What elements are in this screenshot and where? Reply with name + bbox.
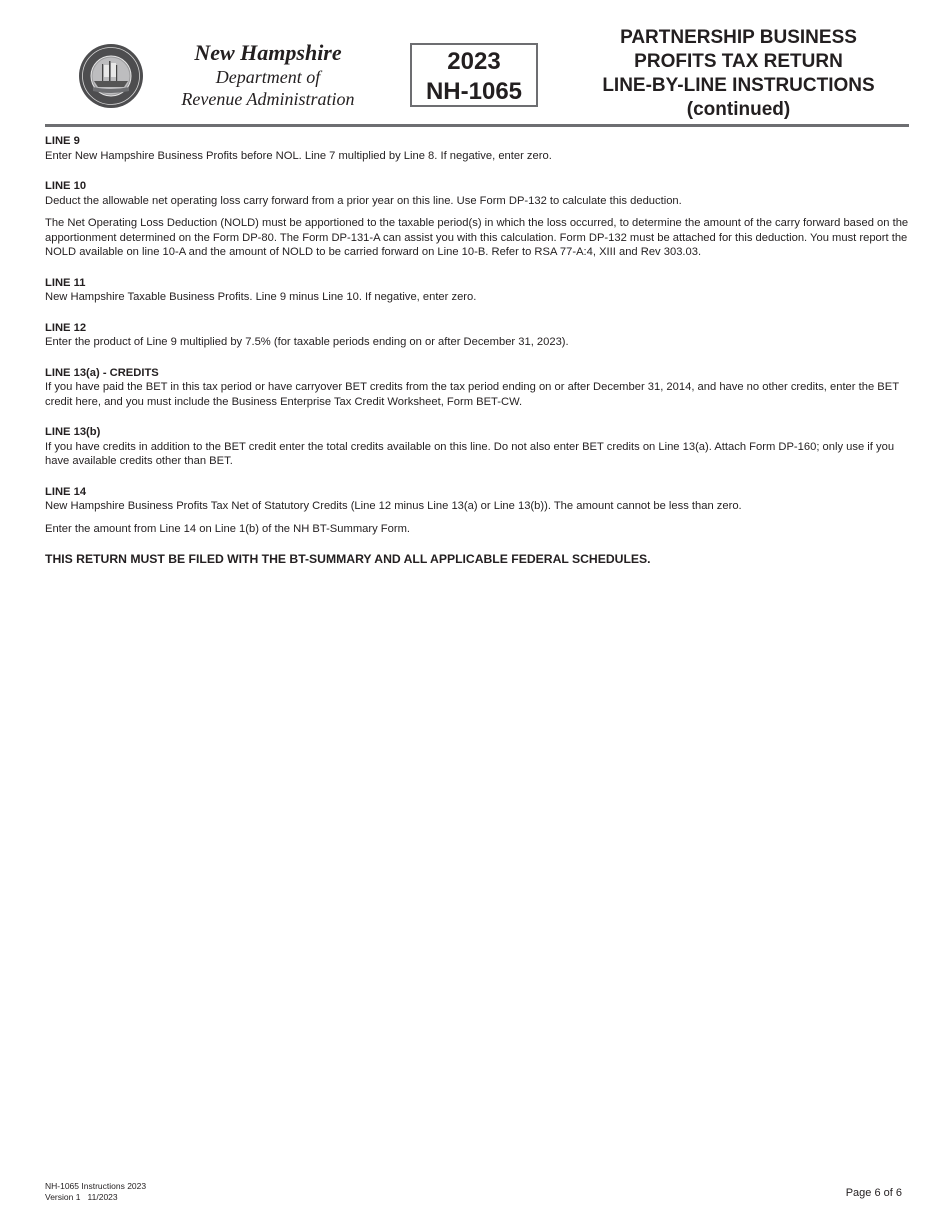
section-heading: LINE 11 — [45, 276, 86, 289]
title-line-3: LINE-BY-LINE INSTRUCTIONS — [602, 75, 875, 96]
footer-doc-info — [45, 1181, 146, 1203]
filing-notice: THIS RETURN MUST BE FILED WITH THE BT-SUMMARY AND ALL APPLICABLE FEDERAL SCHEDULES. — [45, 552, 651, 566]
section-heading: LINE 13(b) — [45, 426, 101, 438]
section-text: Enter the amount from Line 14 on Line 1(b) of the NH BT-Summary Form. — [45, 522, 410, 535]
title-line-2: PROFITS TAX RETURN — [634, 51, 843, 72]
section-heading: LINE 13(a) - CREDITS — [45, 366, 159, 379]
section-heading: LINE 12 — [45, 321, 87, 334]
section-heading: LINE 10 — [45, 180, 87, 192]
title-line-4: (continued) — [686, 99, 791, 120]
section-line-9 — [45, 134, 909, 163]
section-text: Enter New Hampshire Business Profits before NOL. Line 7 multiplied by Line 8. If negative, enter zero. — [45, 149, 552, 162]
section-line-10 — [45, 179, 909, 260]
section-heading: LINE 14 — [45, 485, 87, 498]
agency-name — [163, 40, 373, 110]
form-number: NH-1065 — [425, 78, 523, 105]
page-number: Page 6 of 6 — [845, 1187, 902, 1199]
section-text: New Hampshire Business Profits Tax Net of Statutory Credits (Line 12 minus Line 13(a) or Line 13(b)). The amount cannot be less than zero. — [45, 500, 742, 512]
section-line-14 — [45, 485, 909, 537]
section-text: Deduct the allowable net operating loss carry forward from a prior year on this line. Use Form DP-132 to calculate this deduction. — [45, 194, 682, 207]
department-line-1: Department of — [215, 67, 321, 87]
section-text: The Net Operating Loss Deduction (NOLD) must be apportioned to the taxable period(s) in which the loss occurred, to determine the amount of the carry forward based on the apportionment determined on the Form DP-80. The Form DP-131-A can assist you with this calculation. Form DP-132 must be attached for this deduction. You must report the NOLD available on line 10-A and the amount of NOLD to be carried forward on Line 10-B. Refer to RSA 77-A:4, XIII and Rev 303.03. — [45, 217, 909, 258]
section-text: Enter the product of Line 9 multiplied by 7.5% (for taxable periods ending on or after December 31, 2023). — [45, 336, 569, 348]
section-text: New Hampshire Taxable Business Profits. Line 9 minus Line 10. If negative, enter zero. — [45, 291, 477, 303]
tax-year: 2023 — [447, 48, 501, 75]
state-seal-icon — [78, 43, 144, 109]
state-name: New Hampshire — [194, 40, 342, 65]
header-divider — [45, 124, 909, 127]
footer-version: Version 1 11/2023 — [45, 1192, 118, 1202]
section-text: If you have credits in addition to the BET credit enter the total credits available on this line. Do not also enter BET credits on Line 13(a). Attach Form DP-160; only use if you have available credits other than BET. — [45, 440, 895, 467]
title-line-1: PARTNERSHIP BUSINESS — [620, 27, 857, 48]
form-title — [585, 26, 892, 122]
section-heading: LINE 9 — [45, 135, 80, 147]
section-line-13a — [45, 366, 909, 410]
section-line-13b — [45, 425, 909, 469]
section-line-12 — [45, 321, 909, 350]
section-line-11 — [45, 276, 909, 305]
footer-doc-name: NH-1065 Instructions 2023 — [45, 1181, 147, 1191]
section-text: If you have paid the BET in this tax period or have carryover BET credits from the tax period ending on or after December 31, 2014, and have no other credits, enter the BET credit here, and you must include the Business Enterprise Tax Credit Worksheet, Form BET-CW. — [45, 381, 899, 408]
department-line-2: Revenue Administration — [181, 89, 355, 109]
form-id-box — [410, 43, 538, 107]
page-header — [45, 28, 909, 126]
instructions-body — [45, 134, 909, 567]
